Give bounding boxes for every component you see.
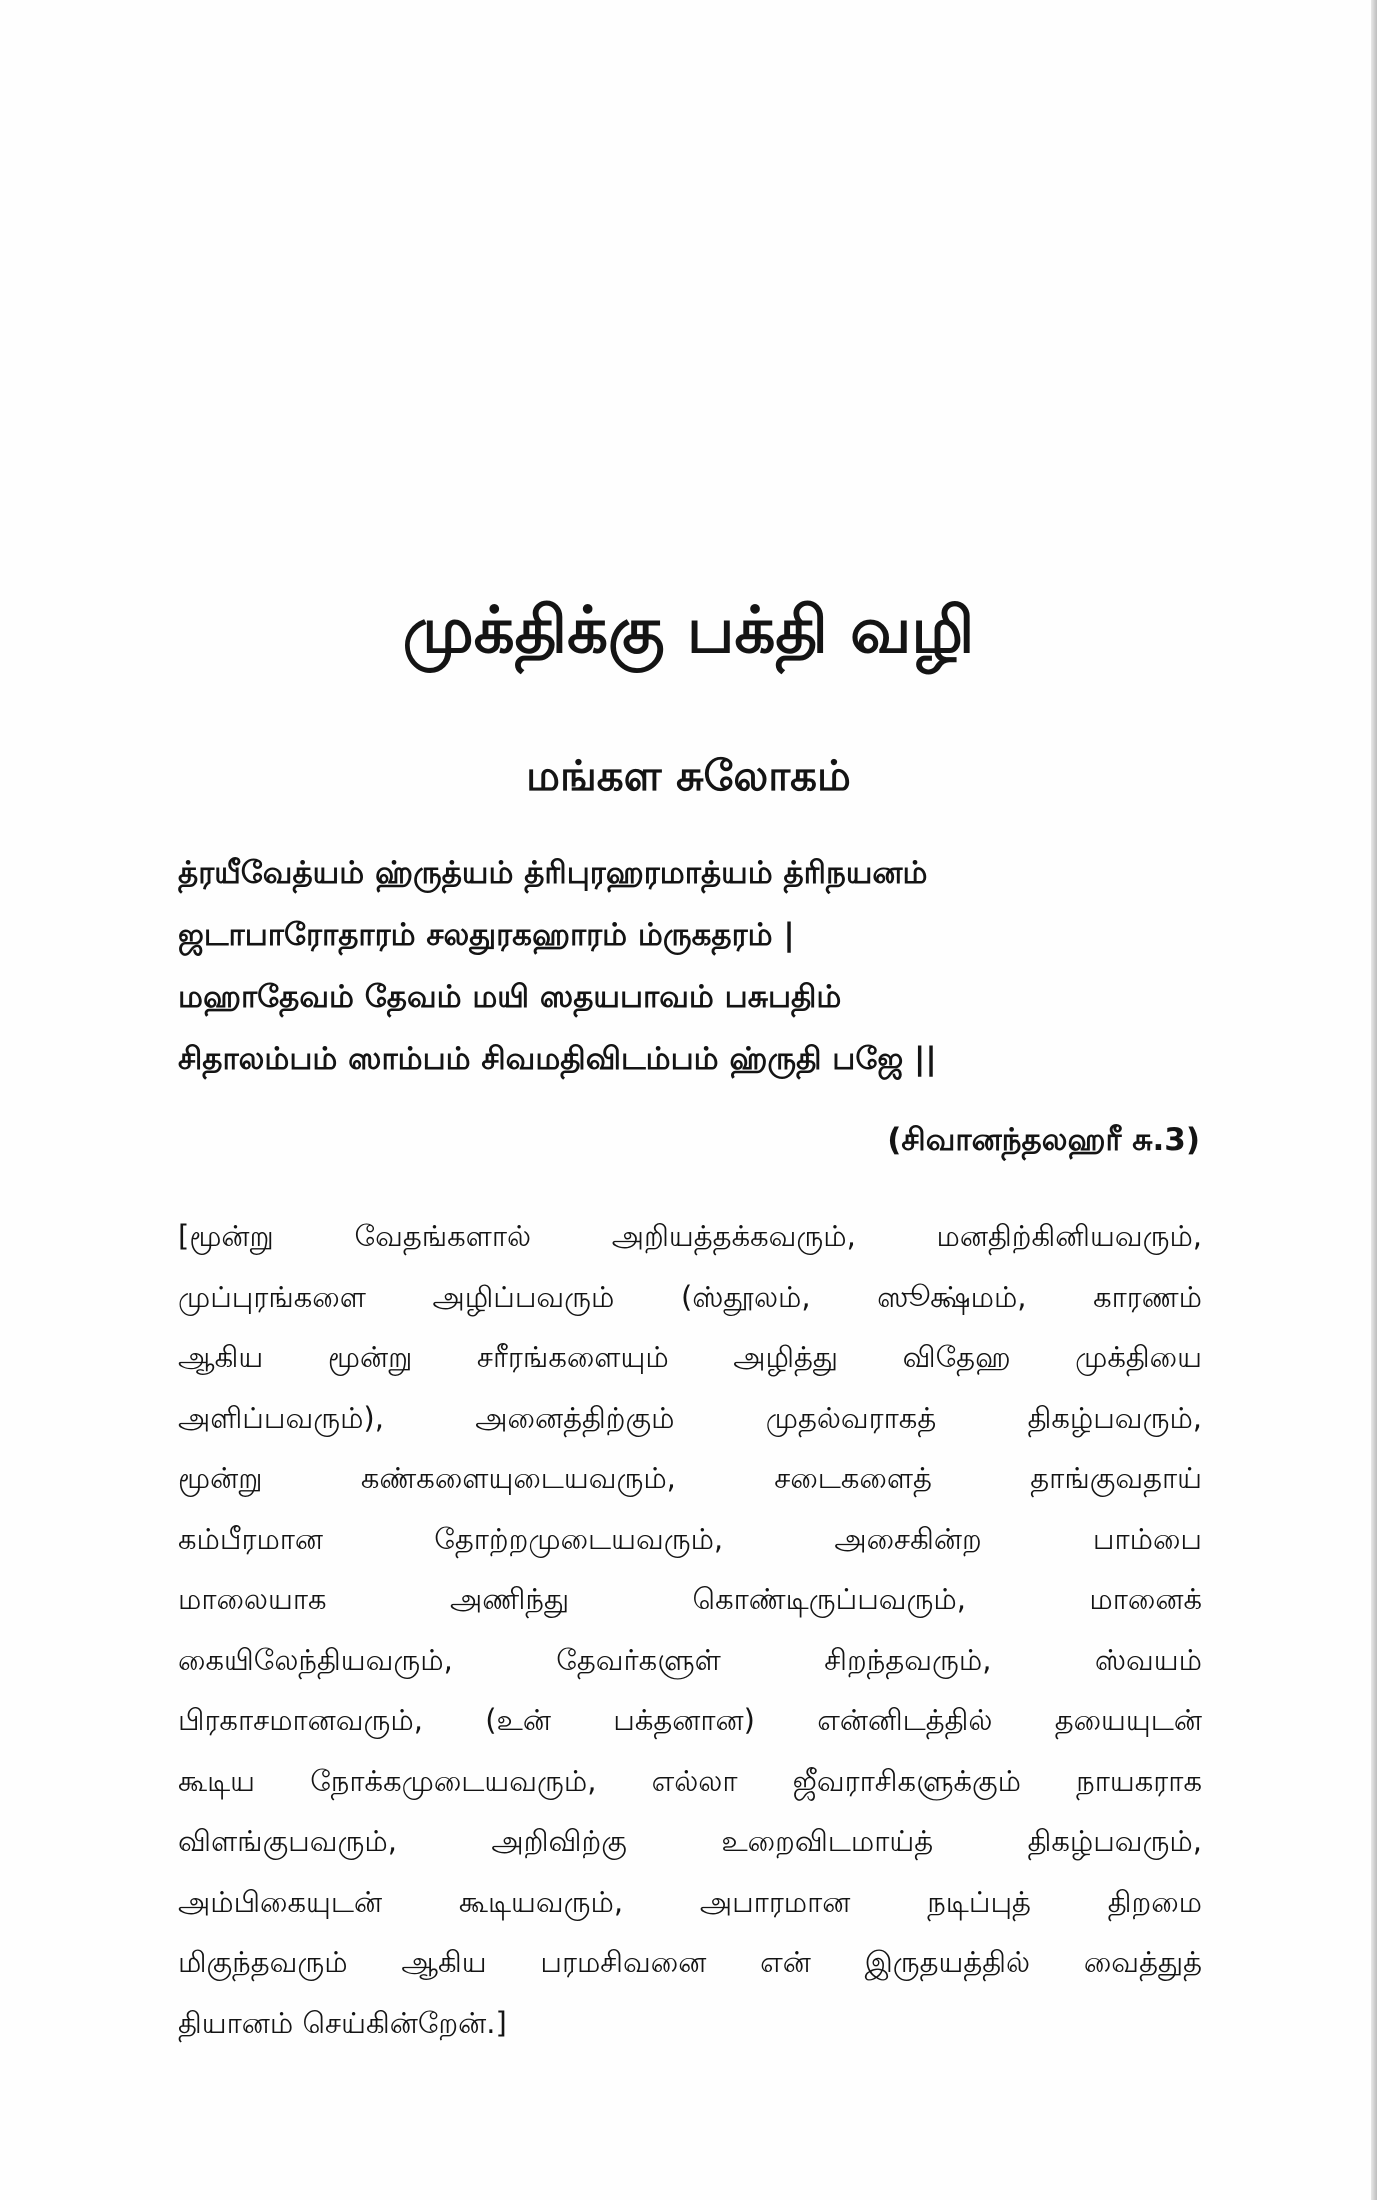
meaning-line: விளங்குபவரும், அறிவிற்கு உறைவிடமாய்த் திகழ்பவரும், — [178, 1824, 1202, 1858]
meaning-paragraph — [178, 1206, 1202, 2053]
verse-line: த்ரயீவேத்யம் ஹ்ருத்யம் த்ரிபுரஹரமாத்யம் த்ரிநயனம் — [178, 855, 928, 891]
meaning-line: ஆகிய மூன்று சரீரங்களையும் அழித்து விதேஹ முக்தியை — [178, 1340, 1202, 1374]
page-edge-shadow — [1371, 0, 1377, 2200]
verse-source-citation: (சிவானந்தலஹரீ சு.3) — [887, 1122, 1200, 1158]
sloka-verse — [178, 842, 1218, 1090]
meaning-line: கூடிய நோக்கமுடையவரும், எல்லா ஜீவராசிகளுக்கும் நாயகராக — [178, 1763, 1202, 1798]
meaning-line: முப்புரங்களை அழிப்பவரும் (ஸ்தூலம், ஸூக்ஷ்மம், காரணம் — [178, 1279, 1202, 1314]
meaning-line: அளிப்பவரும்), அனைத்திற்கும் முதல்வராகத் திகழ்பவரும், — [178, 1400, 1202, 1435]
meaning-line: மாலையாக அணிந்து கொண்டிருப்பவரும், மானைக் — [178, 1582, 1202, 1616]
meaning-line: [மூன்று வேதங்களால் அறியத்தக்கவரும், மனதிற்கினியவரும், — [178, 1219, 1202, 1253]
page-title: முக்திக்கு பக்தி வழி — [402, 594, 975, 668]
meaning-line: பிரகாசமானவரும், (உன் பக்தனான) என்னிடத்தில் தயையுடன் — [178, 1703, 1202, 1737]
verse-line: ஜடாபாரோதாரம் சலதுரகஹாரம் ம்ருகதரம் | — [178, 917, 795, 953]
meaning-line: மூன்று கண்களையுடையவரும், சடைகளைத் தாங்குவதாய் — [178, 1461, 1202, 1495]
meaning-line: கம்பீரமான தோற்றமுடையவரும், அசைகின்ற பாம்பை — [178, 1521, 1202, 1556]
meaning-line: மிகுந்தவரும் ஆகிய பரமசிவனை என் இருதயத்தில் வைத்துத் — [178, 1945, 1202, 1979]
verse-line: மஹாதேவம் தேவம் மயி ஸதயபாவம் பசுபதிம் — [178, 979, 842, 1015]
verse-line: சிதாலம்பம் ஸாம்பம் சிவமதிவிடம்பம் ஹ்ருதி பஜே || — [178, 1041, 937, 1077]
meaning-line: கையிலேந்தியவரும், தேவர்களுள் சிறந்தவரும், ஸ்வயம் — [178, 1642, 1202, 1677]
section-subtitle: மங்கள சுலோகம் — [526, 751, 851, 800]
meaning-line: தியானம் செய்கின்றேன்.] — [178, 2005, 507, 2040]
meaning-line: அம்பிகையுடன் கூடியவரும், அபாரமான நடிப்புத் திறமை — [178, 1884, 1202, 1919]
